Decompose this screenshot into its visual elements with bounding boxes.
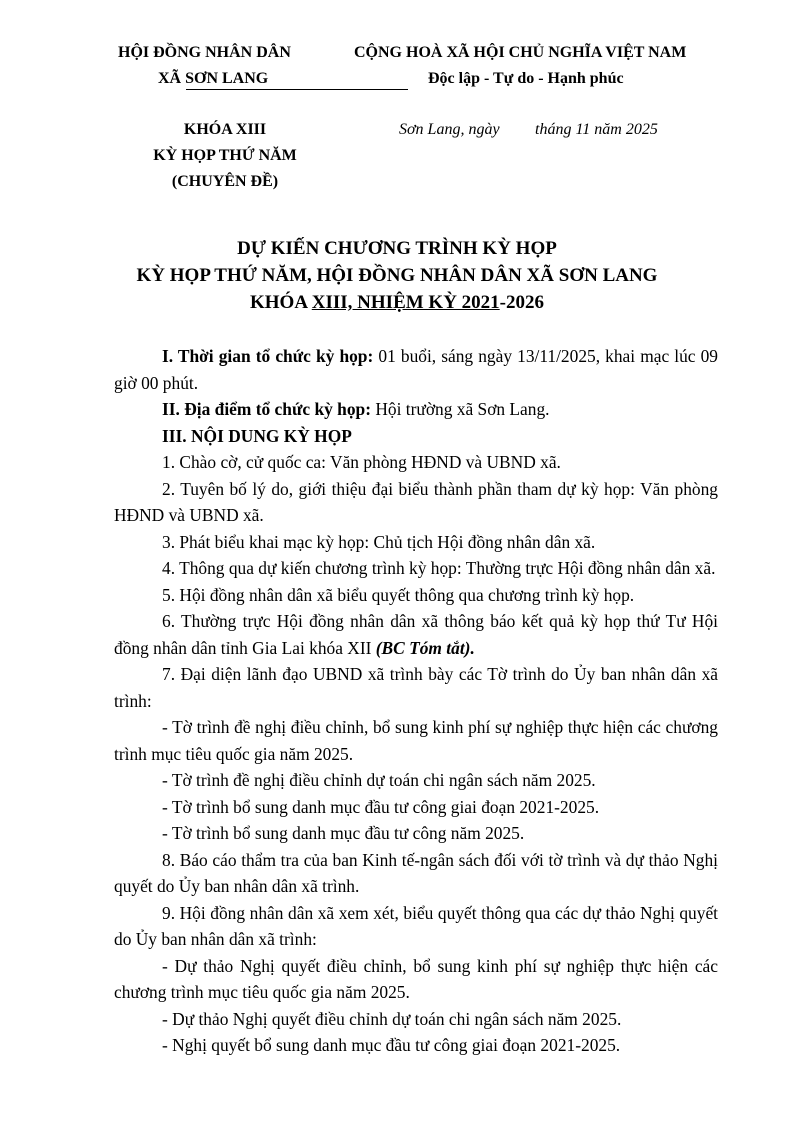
document-title-line3 — [0, 292, 794, 314]
commune-text: XÃ SƠN LANG — [158, 70, 269, 87]
agenda-item-3: 3. Phát biểu khai mạc kỳ họp: Chủ tịch Hội đồng nhân dân xã. — [162, 531, 596, 552]
agenda-item-8: 8. Báo cáo thẩm tra của ban Kinh tế-ngân sách đối với tờ trình và dự thảo Nghị quyết do Ủy ban nhân dân xã trình. — [114, 849, 718, 896]
agenda-item-9c: - Nghị quyết bổ sung danh mục đầu tư công giai đoạn 2021-2025. — [162, 1035, 621, 1055]
session-label: KỲ HỌP THỨ NĂM — [153, 147, 297, 164]
title-term-suffix: -2026 — [499, 292, 544, 313]
agenda-item-9: 9. Hội đồng nhân dân xã xem xét, biểu quyết thông qua các dự thảo Nghị quyết do Ủy ban nhân dân xã trình: — [114, 902, 718, 949]
agenda-item-6-note: (BC Tóm tắt). — [375, 637, 475, 658]
term-label: KHÓA XIII — [183, 121, 267, 138]
agenda-item-7b: - Tờ trình đề nghị điều chỉnh dự toán chi ngân sách năm 2025. — [162, 770, 596, 790]
place-date-prefix: Sơn Lang, ngày — [399, 121, 500, 138]
header-underline — [186, 89, 408, 90]
agenda-item-9b: - Dự thảo Nghị quyết điều chỉnh dự toán chi ngân sách năm 2025. — [162, 1008, 622, 1029]
council-name: HỘI ĐỒNG NHÂN DÂN — [118, 44, 291, 61]
agenda-item-7a: - Tờ trình đề nghị điều chỉnh, bổ sung kinh phí sự nghiệp thực hiện các chương trình mục tiêu quốc gia năm 2025. — [114, 717, 718, 764]
location-label: II. Địa điểm tổ chức kỳ họp: — [162, 399, 371, 419]
time-text: 01 buổi, sáng ngày 13/11/2025, khai mạc lúc 09 giờ 00 phút. — [114, 346, 719, 393]
title-term-prefix: KHÓA — [250, 292, 312, 313]
agenda-item-4: 4. Thông qua dự kiến chương trình kỳ họp: Thường trực Hội đồng nhân dân xã. — [162, 558, 716, 578]
commune-name — [158, 70, 268, 88]
session-type-label: (CHUYÊN ĐỀ) — [171, 173, 279, 190]
content-heading: III. NỘI DUNG KỲ HỌP — [162, 425, 352, 446]
agenda-item-1: 1. Chào cờ, cử quốc ca: Văn phòng HĐND và UBND xã. — [162, 452, 561, 472]
national-motto: Độc lập - Tự do - Hạnh phúc — [428, 70, 624, 87]
agenda-item-6 — [114, 608, 718, 661]
time-section — [114, 343, 718, 396]
place-date-suffix: tháng 11 năm 2025 — [535, 121, 658, 138]
document-title-line2: KỲ HỌP THỨ NĂM, HỘI ĐỒNG NHÂN DÂN XÃ SƠN LANG — [136, 265, 658, 286]
document-body — [114, 343, 718, 1059]
agenda-item-7d: - Tờ trình bổ sung danh mục đầu tư công năm 2025. — [162, 823, 525, 843]
agenda-item-2: 2. Tuyên bố lý do, giới thiệu đại biểu thành phần tham dự kỳ họp: Văn phòng HĐND và UBND xã. — [114, 478, 718, 525]
agenda-item-5: 5. Hội đồng nhân dân xã biểu quyết thông qua chương trình kỳ họp. — [162, 584, 635, 605]
time-label: I. Thời gian tổ chức kỳ họp: — [162, 346, 374, 366]
agenda-item-7c: - Tờ trình bổ sung danh mục đầu tư công giai đoạn 2021-2025. — [162, 796, 600, 817]
agenda-item-7: 7. Đại diện lãnh đạo UBND xã trình bày các Tờ trình do Ủy ban nhân dân xã trình: — [114, 664, 718, 711]
republic-name: CỘNG HOÀ XÃ HỘI CHỦ NGHĨA VIỆT NAM — [354, 44, 687, 61]
agenda-item-6-text: 6. Thường trực Hội đồng nhân dân xã thông báo kết quả kỳ họp thứ Tư Hội đồng nhân dân tỉnh Gia Lai khóa XII — [114, 611, 718, 658]
title-term-underlined: XIII, NHIỆM KỲ 2021 — [311, 292, 500, 313]
document-title-line1: DỰ KIẾN CHƯƠNG TRÌNH KỲ HỌP — [237, 238, 557, 259]
location-text: Hội trường xã Sơn Lang. — [371, 399, 550, 419]
location-section — [114, 396, 718, 423]
agenda-item-9a: - Dự thảo Nghị quyết điều chỉnh, bổ sung kinh phí sự nghiệp thực hiện các chương trình mục tiêu quốc gia năm 2025. — [114, 955, 718, 1002]
